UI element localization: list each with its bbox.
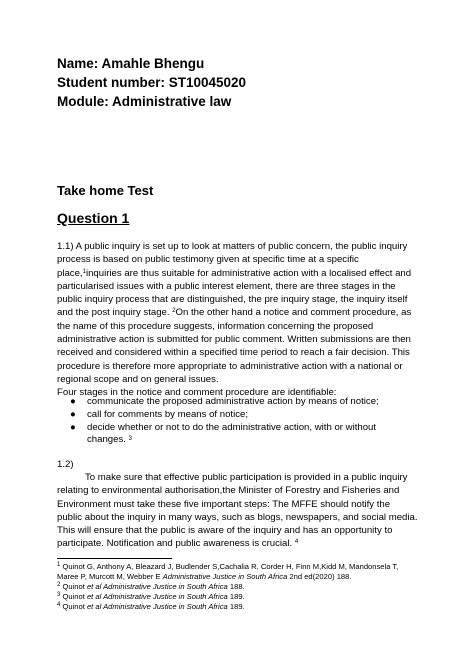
answer-1-2 [57,471,422,551]
text-line: To make sure that effective public participation is provided in a public inquiry [85,472,408,483]
stages-list [70,396,420,447]
bullet-icon: ● [70,408,76,420]
list-item: ● communicate the proposed administrative action by means of notice; [70,396,379,407]
footnote: $^3$ Quinot et al Administrative Justice in South Africa 189. [57,591,245,601]
footnote-divider [57,558,172,559]
text-line: the name of this procedure suggests, information concerning the proposed [57,320,374,332]
text-line: and the post inquiry stage. $^2$On the other hand a notice and comment procedure, as [57,307,412,319]
footnote: $^1$ Quinot G, Anthony A, Bleazard J, Budlender S,Cachalia R, Corder H, Finn M,Kidd M, Mandonsela T, [57,562,399,571]
text-line: This will ensure that the public is aware of the inquiry and has an opportunity to [57,525,393,537]
answer-1-1 [57,240,422,400]
answer-1-2-label: 1.2) [57,459,74,470]
text-line: place,$^1$inquiries are thus suitable for administrative action with a localised effect and [57,267,412,279]
text-line: particularised issues with a public interest element, there are three stages in the [57,280,396,292]
module-name: Module: Administrative law [57,94,232,109]
text-line: received and considered within a specified time period to reach a fair decision. This [57,347,410,359]
text-line: public inquiry process that are distinguished, the pre inquiry stage, the inquiry itself [57,294,408,306]
text-line: administrative action is submitted for public comment. Written submissions are then [57,334,411,346]
list-item-continuation: changes. $^3$ [87,434,132,446]
bullet-icon: ● [70,421,76,433]
student-name: Name: Amahle Bhengu [57,56,205,71]
list-item: ● decide whether or not to do the administrative action, with or without [70,421,377,433]
list-item: ● call for comments by means of notice; [70,408,249,420]
question-title: Question 1 [57,210,130,226]
footnote-ref: 2 [172,308,176,315]
test-title: Take home Test [57,183,154,198]
footnote-ref: 1 [82,268,86,275]
text-line: participate. Notification and public awareness is crucial. $^4$ [57,538,299,550]
student-number: Student number: ST10045020 [57,75,247,90]
text-line: relating to environmental authorisation,the Minister of Forestry and Fisheries and [57,485,400,497]
text-line: 1.1) A public inquiry is set up to look at matters of public concern, the public inquiry [57,241,408,252]
text-line: Environment must take these five important steps: The MFFE should notify the [57,498,391,510]
footnote-continuation: Maree P, Murcott M, Webber E Administrative Justice in South Africa 2nd ed(2020) 188. [57,571,352,581]
text-line: procedure is therefore more appropriate to administrative action with a national or [57,360,403,372]
footnote: $^2$ Quinot et al Administrative Justice in South Africa 188. [57,581,245,591]
footnotes [57,562,427,612]
text-line: public about the inquiry in many ways, such as blogs, newspapers, and social media. [57,511,418,523]
text-line: regional scope and on general issues. [57,373,219,385]
text-line: Four stages in the notice and comment procedure are identifiable: [57,387,337,399]
footnote: $^4$ Quinot et al Administrative Justice in South Africa 189. [57,601,245,611]
text-line: process is based on public testimony given at specific time at a specific [57,254,359,266]
footnote-ref: 3 [128,436,132,443]
bullet-icon: ● [70,396,76,407]
footnote-ref: 4 [294,539,299,546]
